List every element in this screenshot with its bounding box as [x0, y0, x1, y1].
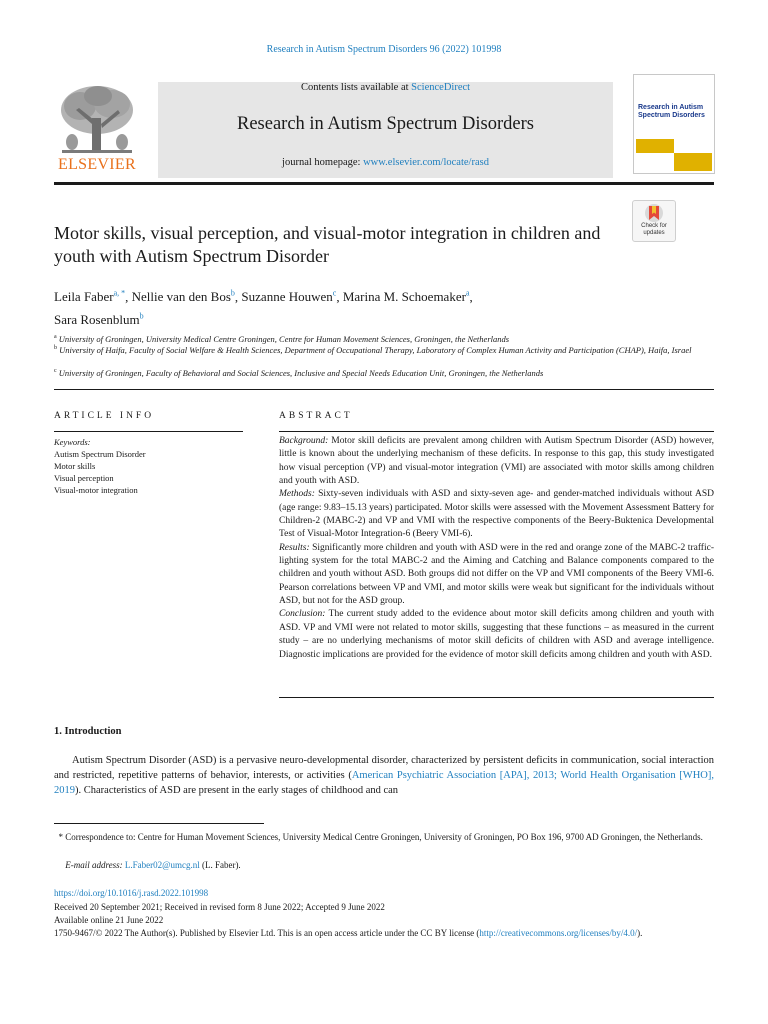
- check-for-updates-badge[interactable]: [632, 200, 676, 242]
- abstract-end-rule: [279, 697, 714, 698]
- author-list: [54, 284, 674, 329]
- author-name: Leila Faber: [54, 289, 114, 305]
- license-text: 1750-9467/© 2022 The Author(s). Published by Elsevier Ltd. This is an open access article under the CC BY license (: [54, 928, 480, 938]
- affiliation-marker: a: [54, 334, 57, 340]
- author-name: Suzanne Houwen: [241, 289, 333, 305]
- check-label-line2: updates: [643, 230, 665, 236]
- author-affiliation-marker[interactable]: a: [465, 289, 470, 298]
- doi-link[interactable]: https://doi.org/10.1016/j.rasd.2022.101998: [54, 888, 209, 898]
- article-info-heading: ARTICLE INFO: [54, 411, 155, 421]
- author[interactable]: [54, 312, 144, 327]
- affiliation-text: University of Groningen, University Medical Centre Groningen, Centre for Human Movement Sciences, Groningen, the Netherlands: [58, 333, 510, 344]
- abstract-rule: [279, 431, 714, 432]
- journal-reference[interactable]: Research in Autism Spectrum Disorders 96 (2022) 101998: [266, 44, 502, 55]
- homepage-line: [158, 157, 613, 168]
- affiliation-text: University of Groningen, Faculty of Behavioral and Social Sciences, Inclusive and Special Needs Education Unit, Groningen, the Netherlands: [58, 367, 544, 378]
- author-name: Nellie van den Bos: [131, 289, 231, 305]
- email-suffix: (L. Faber).: [199, 860, 241, 870]
- abstract-results: [279, 542, 714, 609]
- author-affiliation-marker[interactable]: c: [332, 289, 337, 298]
- intro-text-before: Autism Spectrum Disorder (ASD) is a pervasive neuro-developmental disorder, characterized by persistent deficits in communication, social interaction and restricted, repetitive patterns of behavior, interests, or activities (: [54, 755, 714, 781]
- correspondence-footnote: [54, 831, 714, 844]
- abstract-background-text: Motor skill deficits are prevalent among children with Autism Spectrum Disorder (ASD) however, little is known about the underlying mechanism of these deficits. In response to this gap, this study investigated how visual perception (VP) and visual-motor integration (VMI) are associated with motor skills among children and youth with ASD.: [279, 436, 714, 487]
- email-label: E-mail address:: [65, 860, 123, 870]
- intro-text-after: ). Characteristics of ASD are present in the early stages of childhood and can: [75, 785, 399, 796]
- author-separator: ,: [125, 289, 132, 305]
- footnote-marker: *: [58, 832, 63, 842]
- author[interactable]: [241, 289, 336, 304]
- author-separator: ,: [469, 289, 473, 305]
- email-link[interactable]: L.Faber02@umcg.nl: [124, 860, 200, 870]
- author-name: Sara Rosenblum: [54, 311, 140, 327]
- abstract-conclusion: [279, 608, 714, 661]
- homepage-link[interactable]: www.elsevier.com/locate/rasd: [363, 157, 489, 168]
- journal-cover-thumbnail[interactable]: [633, 74, 715, 174]
- abstract-body: [279, 435, 714, 662]
- abstract-results-label: Results:: [279, 542, 310, 553]
- article-info-rule: [54, 431, 243, 432]
- citation-link[interactable]: American Psychiatric Association [APA], 2013; World Health Organisation [WHO], 2019: [54, 770, 714, 796]
- footnote-rule: [54, 823, 264, 824]
- contents-line: [158, 82, 613, 93]
- keyword-item: Autism Spectrum Disorder: [54, 449, 146, 459]
- keywords-block: [54, 436, 254, 496]
- available-online: Available online 21 June 2022: [54, 915, 164, 925]
- footnote-text: Correspondence to: Centre for Human Movement Sciences, University Medical Centre Groningen, University of Groningen, PO Box 196, 9700 AD Groningen, the Netherlands.: [63, 832, 703, 842]
- article-title: Motor skills, visual perception, and visual-motor integration in children and youth with Autism Spectrum Disorder: [54, 223, 601, 266]
- affiliation-b: [54, 342, 714, 356]
- author[interactable]: [343, 289, 470, 304]
- license-statement: [54, 927, 714, 940]
- keywords-label: Keywords:: [54, 437, 91, 447]
- author[interactable]: [132, 289, 235, 304]
- abstract-methods: [279, 488, 714, 541]
- contents-prefix: Contents lists available at: [300, 82, 412, 93]
- cover-gold-block: [674, 153, 712, 171]
- introduction-heading: 1. Introduction: [54, 726, 122, 737]
- abstract-methods-label: Methods:: [279, 489, 315, 500]
- affiliation-c: [54, 365, 714, 379]
- email-line: [54, 859, 714, 871]
- cover-title: Research in Autism Spectrum Disorders: [638, 104, 705, 119]
- author-separator: ,: [234, 289, 242, 305]
- keyword-item: Visual-motor integration: [54, 485, 138, 495]
- author-name: Marina M. Schoemaker: [342, 289, 466, 305]
- elsevier-wordmark: ELSEVIER: [58, 156, 136, 173]
- homepage-prefix: journal homepage:: [282, 157, 364, 168]
- abstract-conclusion-text: The current study added to the evidence about motor skill deficits among children and youth with ASD. VP and VMI were not related to motor skills, suggesting that these functions – as measured in the current study – are no underlying mechanisms of motor skill deficits of children with ASD and average intelligence. Diagnostic implications are provided for the evidence of motor skill deficits among children and youth with ASD.: [279, 609, 714, 660]
- header-rule: [54, 182, 714, 185]
- keyword-item: Motor skills: [54, 461, 96, 471]
- abstract-conclusion-label: Conclusion:: [279, 609, 326, 620]
- abstract-background: [279, 435, 714, 488]
- abstract-heading: ABSTRACT: [279, 411, 353, 421]
- received-dates: Received 20 September 2021; Received in revised form 8 June 2022; Accepted 9 June 2022: [54, 902, 385, 912]
- affiliation-marker: b: [54, 345, 57, 351]
- keyword-item: Visual perception: [54, 473, 114, 483]
- license-link[interactable]: http://creativecommons.org/licenses/by/4.0/: [479, 928, 638, 938]
- sciencedirect-link[interactable]: ScienceDirect: [411, 82, 471, 93]
- abstract-background-label: Background:: [279, 436, 329, 446]
- abstract-methods-text: Sixty-seven individuals with ASD and sixty-seven age- and gender-matched individuals without ASD (age range: 9.83–15.13 years) participated. Motor skills were assessed with the Movement Assessment Battery for Children-2 (MABC-2) and VP and VMI with the respective components of the Beery-Buktenica Developmental Test of Visual-Motor Integration-6 (Beery VMI-6).: [279, 489, 714, 540]
- affiliation-text: University of Haifa, Faculty of Social Welfare & Health Sciences, Department of Occupational Therapy, Laboratory of Complex Human Activity and Participation (CHAP), Haifa, Israel: [59, 344, 692, 355]
- check-for-updates-label: [633, 223, 675, 237]
- author-affiliation-marker[interactable]: b: [139, 311, 144, 321]
- abstract-results-text: Significantly more children and youth with ASD were in the red and orange zone of the MABC-2 traffic-lighting system for the total MABC-2 and the Aiming and Catching and Balance components compared to the children and youth without ASD. Both groups did not differ on the VP and VMI components of the Beery VMI-6. Pearson correlations between VP and VMI, and motor skills were weak but significant for the individuals without ASD, but not for the ASD group.: [279, 542, 714, 607]
- license-end: ).: [637, 928, 643, 938]
- section-rule: [54, 389, 714, 390]
- bookmark-icon: [633, 202, 675, 224]
- introduction-paragraph: [54, 753, 714, 798]
- journal-title: Research in Autism Spectrum Disorders: [237, 114, 534, 134]
- affiliation-marker: c: [54, 368, 57, 374]
- author-affiliation-marker[interactable]: a, *: [113, 289, 126, 298]
- author[interactable]: [54, 289, 125, 304]
- cover-gold-block: [636, 139, 674, 153]
- author-affiliation-marker[interactable]: b: [230, 289, 235, 298]
- check-label-line1: Check for: [641, 223, 667, 229]
- author-separator: ,: [336, 289, 343, 305]
